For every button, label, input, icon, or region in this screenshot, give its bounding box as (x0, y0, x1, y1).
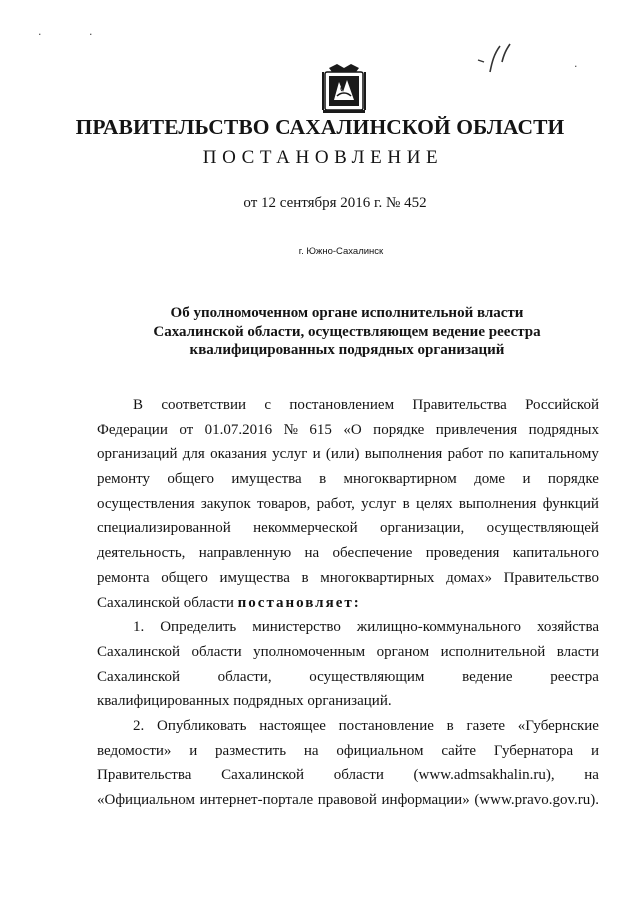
word: оказания (210, 446, 267, 463)
word: «О (343, 421, 362, 438)
subject-line: квалифицированных подрядных организаций (189, 342, 505, 358)
word: на (303, 742, 319, 759)
word: «Официальном (97, 792, 195, 808)
word: направленную (198, 545, 292, 562)
government-title: ПРАВИТЕЛЬСТВО САХАЛИНСКОЙ ОБЛАСТИ (75, 115, 565, 139)
text-line (97, 739, 599, 764)
word: в (319, 471, 327, 488)
line-text: квалифицированных подрядных организаций. (97, 693, 392, 710)
word: работ (447, 446, 484, 463)
text-line (97, 442, 599, 467)
word: с (264, 397, 272, 413)
scan-marks-left: · · (38, 28, 115, 41)
word: хозяйства (536, 619, 599, 636)
word: информации» (381, 792, 470, 808)
text-line (97, 566, 599, 591)
date-and-number: от 12 сентября 2016 г. № 452 (243, 195, 427, 211)
word: ремонту (97, 471, 151, 488)
word: официальном (336, 742, 424, 759)
word: постановление (338, 717, 434, 734)
word: разместить (215, 742, 287, 759)
word: Сахалинской (97, 668, 181, 685)
word: некоммерческой (253, 520, 358, 537)
word: 2. (133, 717, 145, 734)
resolution-keyword: постановляет: (237, 594, 361, 611)
word: Правительство (503, 569, 599, 586)
word: ведомости» (97, 742, 172, 759)
text-line (97, 591, 599, 616)
word: и (189, 742, 198, 759)
word: газете (466, 717, 506, 734)
word: министерство (252, 619, 341, 636)
word: осуществления (97, 495, 195, 512)
word: ведение (462, 668, 513, 685)
word: Российской (525, 397, 599, 413)
word: жилищно-коммунального (356, 619, 521, 636)
word: постановлением (289, 397, 395, 413)
word: порядке (373, 421, 425, 438)
text-line (97, 763, 599, 788)
word: 1. (133, 619, 145, 636)
word: исполнительной (440, 643, 546, 660)
word: подрядных (528, 421, 599, 438)
word: области (191, 643, 242, 660)
word: «Губернские (517, 717, 599, 734)
document-body (97, 393, 599, 813)
subject-line: Сахалинской области, осуществляющем ведение реестра (153, 323, 541, 340)
word: (www.admsakhalin.ru), (413, 767, 555, 784)
text-line (97, 615, 599, 640)
word: на (304, 545, 320, 562)
word: власти (556, 643, 599, 660)
word: 01.07.2016 (204, 421, 273, 438)
word: и (312, 446, 321, 463)
word: услуг (361, 495, 397, 512)
word: и (522, 471, 531, 488)
text-line (97, 788, 599, 813)
word: закупок (200, 495, 251, 512)
word: доме (474, 471, 506, 488)
word: от (179, 421, 194, 438)
text-line (97, 640, 599, 665)
word: в (446, 717, 454, 734)
word: выполнения (364, 446, 443, 463)
word: специализированной (97, 520, 231, 537)
word: № (283, 421, 298, 438)
word: Федерации (97, 421, 168, 438)
word: Правительства (412, 397, 507, 413)
word: сайте (441, 742, 477, 759)
word: услуг (272, 446, 308, 463)
word: по (488, 446, 504, 463)
word: Губернатора (493, 742, 574, 759)
line-text: Сахалинской области (97, 594, 238, 611)
word: работ, (316, 495, 355, 512)
word: (или) (325, 446, 360, 463)
text-line (97, 467, 599, 492)
word: 615 (309, 421, 332, 438)
word: Правительства (97, 767, 192, 784)
word: порядке (547, 471, 599, 488)
word: организации, (379, 520, 465, 537)
word: деятельность, (97, 545, 186, 562)
word: ремонта (97, 569, 150, 586)
text-line (97, 516, 599, 541)
word: целях (416, 495, 453, 512)
word: многоквартирных (320, 569, 435, 586)
word: (www.pravo.gov.ru). (474, 792, 599, 808)
word: правовой (317, 792, 377, 808)
word: уполномоченным (253, 643, 366, 660)
word: обеспечение (332, 545, 413, 562)
paragraph-preamble (97, 393, 599, 591)
text-line (97, 689, 599, 714)
subject-line: Об уполномоченном органе исполнительной власти (170, 305, 524, 321)
word: для (182, 446, 205, 463)
document-type: ПОСТАНОВЛЕНИЕ (202, 147, 444, 168)
issuing-city: г. Южно-Сахалинск (298, 246, 384, 257)
word: общего (167, 471, 215, 488)
word: соответствии (161, 397, 247, 413)
text-line (97, 714, 599, 739)
word: интернет-портале (199, 792, 314, 808)
word: В (133, 397, 144, 413)
word: реестра (550, 668, 599, 685)
word: товаров, (257, 495, 311, 512)
word: на (584, 767, 599, 784)
text-line (97, 541, 599, 566)
word: многоквартирном (343, 471, 457, 488)
word: Опубликовать (156, 717, 247, 734)
word: Сахалинской (97, 643, 181, 660)
word: в (402, 495, 410, 512)
word: осуществляющим (309, 668, 425, 685)
word: функций (542, 495, 599, 512)
text-line (97, 492, 599, 517)
coat-of-arms-icon (321, 62, 367, 114)
text-line (97, 665, 599, 690)
word: осуществляющей (486, 520, 599, 537)
scan-mark-right: · (574, 60, 578, 73)
text-line (97, 418, 599, 443)
word: организаций (97, 446, 178, 463)
word: проведения (425, 545, 500, 562)
word: выполнения (458, 495, 537, 512)
paragraph-item-1 (97, 615, 599, 689)
word: и (590, 742, 599, 759)
word: в (301, 569, 309, 586)
handwritten-mark (474, 38, 514, 74)
word: имущества (231, 471, 302, 488)
word: Определить (160, 619, 237, 636)
word: привлечения (435, 421, 518, 438)
word: капитального (512, 545, 599, 562)
text-line (97, 393, 599, 418)
word: области (333, 767, 384, 784)
word: органом (376, 643, 430, 660)
word: настоящее (259, 717, 326, 734)
paragraph-item-2 (97, 714, 599, 813)
word: капитальному (509, 446, 599, 463)
word: области, (217, 668, 272, 685)
word: общего (161, 569, 208, 586)
document-subject (0, 304, 640, 360)
word: имущества (219, 569, 290, 586)
word: домах» (446, 569, 492, 586)
word: Сахалинской (221, 767, 305, 784)
